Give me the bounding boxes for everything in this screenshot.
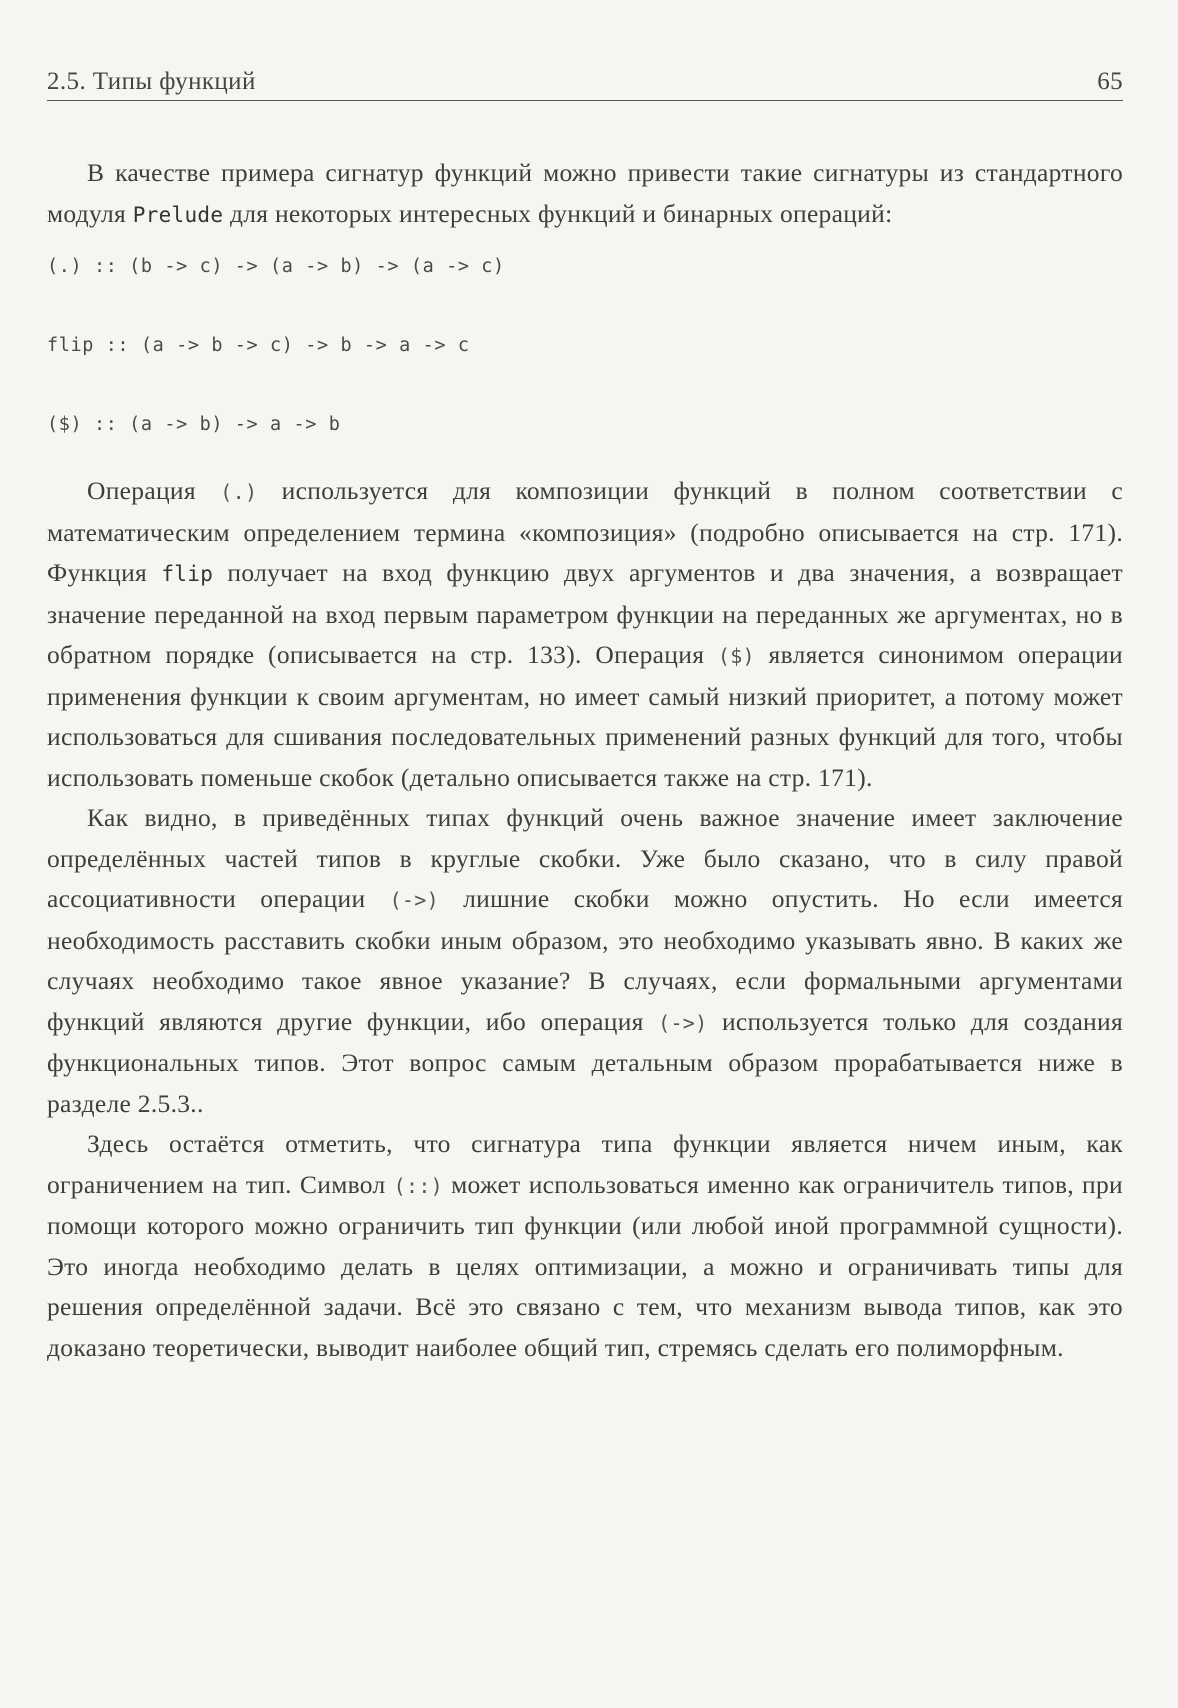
code-line-apply: ($) :: (a -> b) -> a -> b <box>47 414 341 435</box>
p2-code-arrow-1: (->) <box>389 888 439 912</box>
code-line-compose: (.) :: (b -> c) -> (a -> b) -> (a -> c) <box>47 256 505 277</box>
section-title: 2.5. Типы функций <box>47 68 256 95</box>
p3-code-colons: (::) <box>393 1173 444 1198</box>
prelude-code: Prelude <box>132 202 224 227</box>
intro-text-1: В качестве примера сигнатур функций можно привести такие сигнатуры из стандартного модуля <box>47 158 1123 228</box>
p1-text-4: является синонимом операции применения функции к своим аргументам, но имеет самый низкий приоритет, а потому может использоваться для сшивания последовательных применений разных функций для того, чтобы использовать поменьше скобок (детально описывается также на стр. 171). <box>47 640 1123 792</box>
p2-code-arrow-2: (->) <box>658 1010 708 1035</box>
paragraph-operations <box>47 471 1123 798</box>
p1-code-flip: flip <box>161 562 214 586</box>
page-number: 65 <box>1097 68 1123 95</box>
p1-text-1: Операция <box>87 476 221 505</box>
p1-text-2: используется для композиции функций в полном соответствии с математическим определением термина «композиция» (подробно описывается на стр. 171). Функция <box>47 476 1123 587</box>
intro-text-2: для некоторых интересных функций и бинарных операций: <box>223 198 893 228</box>
p3-text-2: может использоваться именно как ограничитель типов, при помощи которого можно ограничить тип функции (или любой иной программной сущности). Это иногда необходимо делать в целях оптимизации, а можно и ограничивать типы для решения определённой задачи. Всё это связано с тем, что механизм вывода типов, как это доказано теоретически, выводит наиболее общий тип, стремясь сделать его полиморфным. <box>47 1169 1124 1362</box>
p1-code-apply: ($) <box>717 644 755 668</box>
book-page <box>47 68 1123 1368</box>
code-line-flip: flip :: (a -> b -> c) -> b -> a -> c <box>47 335 470 356</box>
page-body <box>47 153 1123 1368</box>
paragraph-type-constraint <box>47 1124 1123 1368</box>
running-header <box>47 68 1123 101</box>
intro-paragraph <box>47 153 1123 235</box>
p3-text-1: Здесь остаётся отметить, что сигнатура типа функции является ничем иным, как ограничением на тип. Символ <box>47 1129 1123 1199</box>
p2-text-2: лишние скобки можно опустить. Но если имеется необходимость расставить скобки иным образом, это необходимо указывать явно. В каких же случаях необходимо такое явное указание? В случаях, если формальными аргументами функций являются другие функции, ибо операция <box>47 884 1123 1036</box>
p1-code-compose: (.) <box>220 480 258 504</box>
code-block <box>47 255 1123 453</box>
p1-text-3: получает на вход функцию двух аргументов и два значения, а возвращает значение переданной на вход первым параметром функции на переданных же аргументах, но в обратном порядке (описывается на стр. 133). Операция <box>47 558 1123 669</box>
p2-text-3: используется только для создания функциональных типов. Этот вопрос самым детальным образом прорабатывается ниже в разделе 2.5.3.. <box>47 1006 1123 1118</box>
p2-text-1: Как видно, в приведённых типах функций очень важное значение имеет заключение определённых частей типов в круглые скобки. Уже было сказано, что в силу правой ассоциативности операции <box>47 803 1123 913</box>
paragraph-parentheses <box>47 798 1123 1124</box>
